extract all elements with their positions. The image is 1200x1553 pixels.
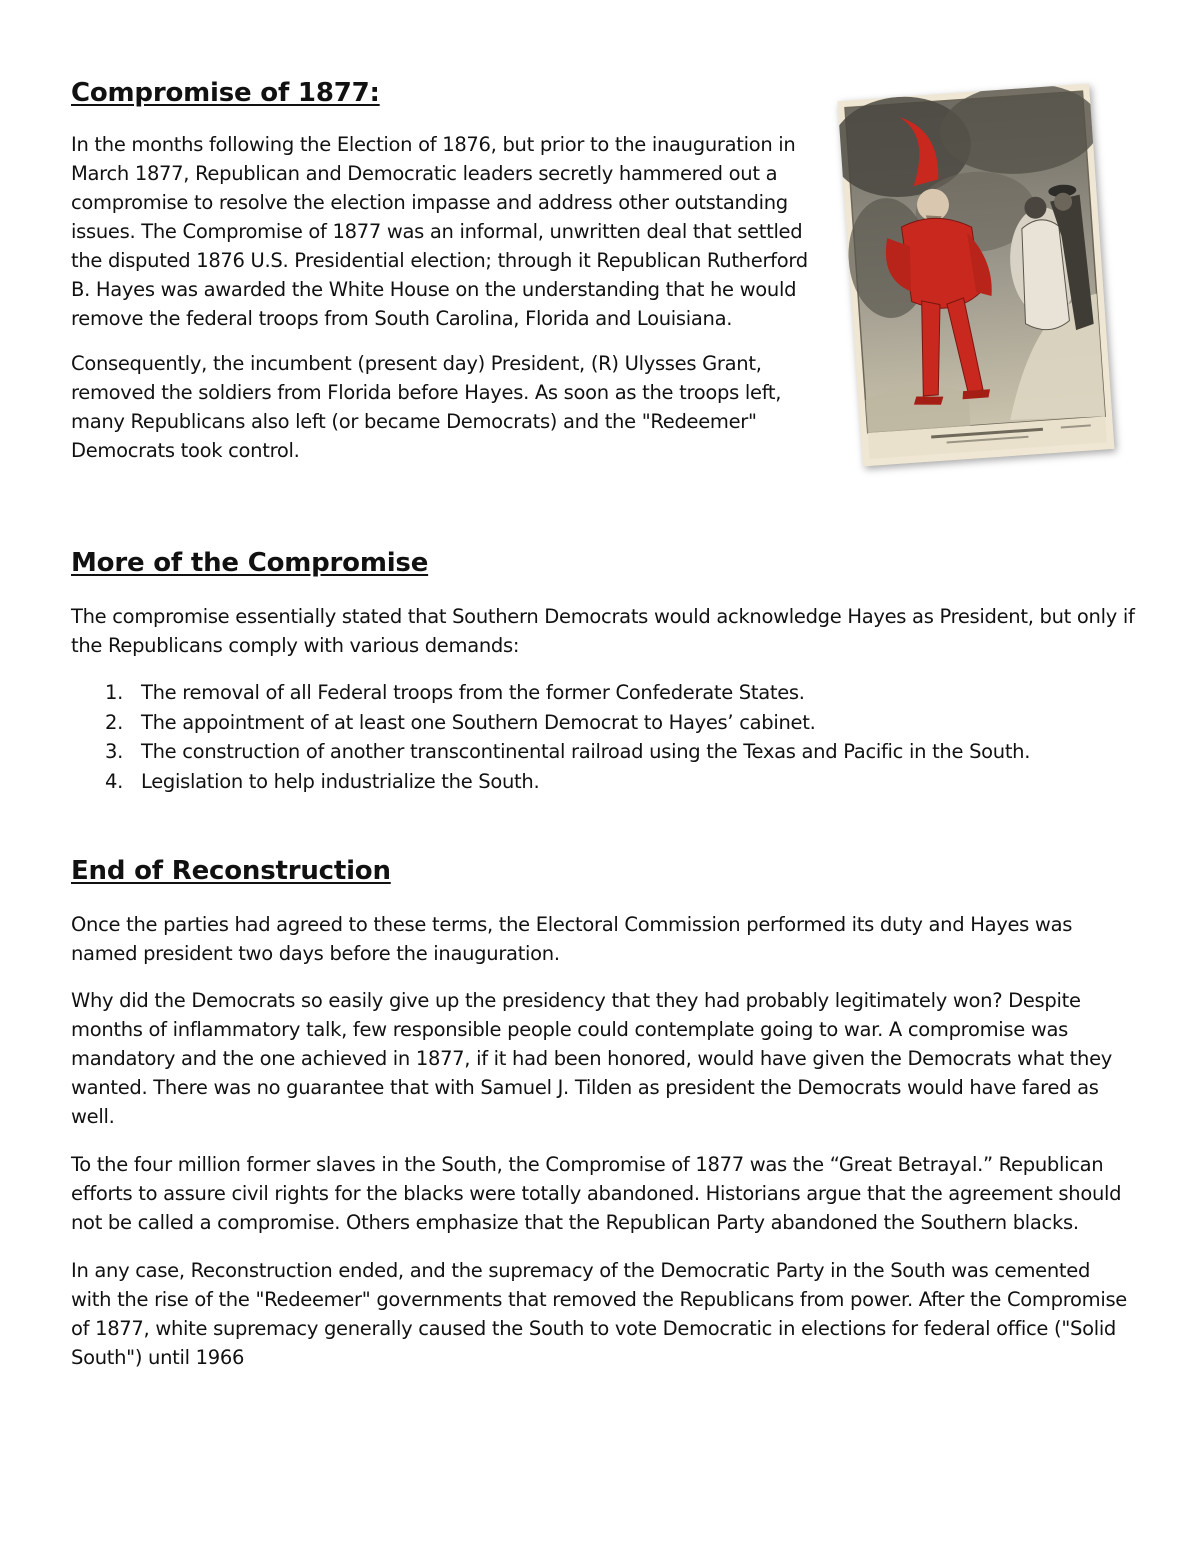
section-heading-end-reconstruction: End of Reconstruction [71,856,391,886]
list-item-text: The appointment of at least one Southern Democrat to Hayes’ cabinet. [141,710,816,734]
list-number: 2. [105,710,124,734]
paragraph: In any case, Reconstruction ended, and the supremacy of the Democratic Party in the South was cemented with the rise of the "Redeemer" governments that removed the Republicans from power. After the Compromise of 1877, white supremacy generally caused the South to vote Democratic in elections for federal office ("Solid South") until 1966 [71,1259,1127,1369]
list-number: 4. [105,769,124,793]
demands-list [105,678,1030,796]
paragraph: Consequently, the incumbent (present day) President, (R) Ulysses Grant, removed the soldiers from Florida before Hayes. As soon as the troops left, many Republicans also left (or became Democrats) and the "Redeemer" Democrats took control. [71,352,782,462]
section-heading-compromise-1877: Compromise of 1877: [71,78,380,108]
list-item [105,737,1030,767]
paragraph: To the four million former slaves in the South, the Compromise of 1877 was the “Great Betrayal.” Republican efforts to assure civil rights for the blacks were totally abandoned. Historians argue that the agreement should not be called a compromise. Others emphasize that the Republican Party abandoned the Southern blacks. [71,1153,1122,1234]
list-number: 1. [105,681,124,704]
paragraph: The compromise essentially stated that Southern Democrats would acknowledge Hayes as President, but only if the Republicans comply with various demands: [71,605,1135,657]
list-item-text: The construction of another transcontinental railroad using the Texas and Pacific in the South. [141,740,1031,763]
paragraph: Once the parties had agreed to these terms, the Electoral Commission performed its duty and Hayes was named president two days before the inauguration. [71,913,1073,965]
political-cartoon-illustration-icon [838,84,1115,467]
list-number: 3. [105,740,124,763]
political-cartoon-image [838,84,1115,467]
paragraph: In the months following the Election of 1876, but prior to the inauguration in March 1877, Republican and Democratic leaders secretly hammered out a compromise to resolve the election impasse and address other outstanding issues. The Compromise of 1877 was an informal, unwritten deal that settled the disputed 1876 U.S. Presidential election; through it Republican Rutherford B. Hayes was awarded the White House on the understanding that he would remove the federal troops from South Carolina, Florida and Louisiana. [71,133,808,330]
list-item [105,708,1030,738]
list-item [105,678,1030,708]
list-item-text: The removal of all Federal troops from the former Confederate States. [141,681,805,704]
paragraph: Why did the Democrats so easily give up the presidency that they had probably legitimately won? Despite months of inflammatory talk, few responsible people could contemplate going to war. A compromise was mandatory and the one achieved in 1877, if it had been honored, would have given the Democrats what they wanted. There was no guarantee that with Samuel J. Tilden as president the Democrats would have fared as well. [71,989,1113,1128]
section-heading-more-compromise: More of the Compromise [71,548,429,578]
list-item [105,767,1030,797]
list-item-text: Legislation to help industrialize the South. [141,769,540,793]
